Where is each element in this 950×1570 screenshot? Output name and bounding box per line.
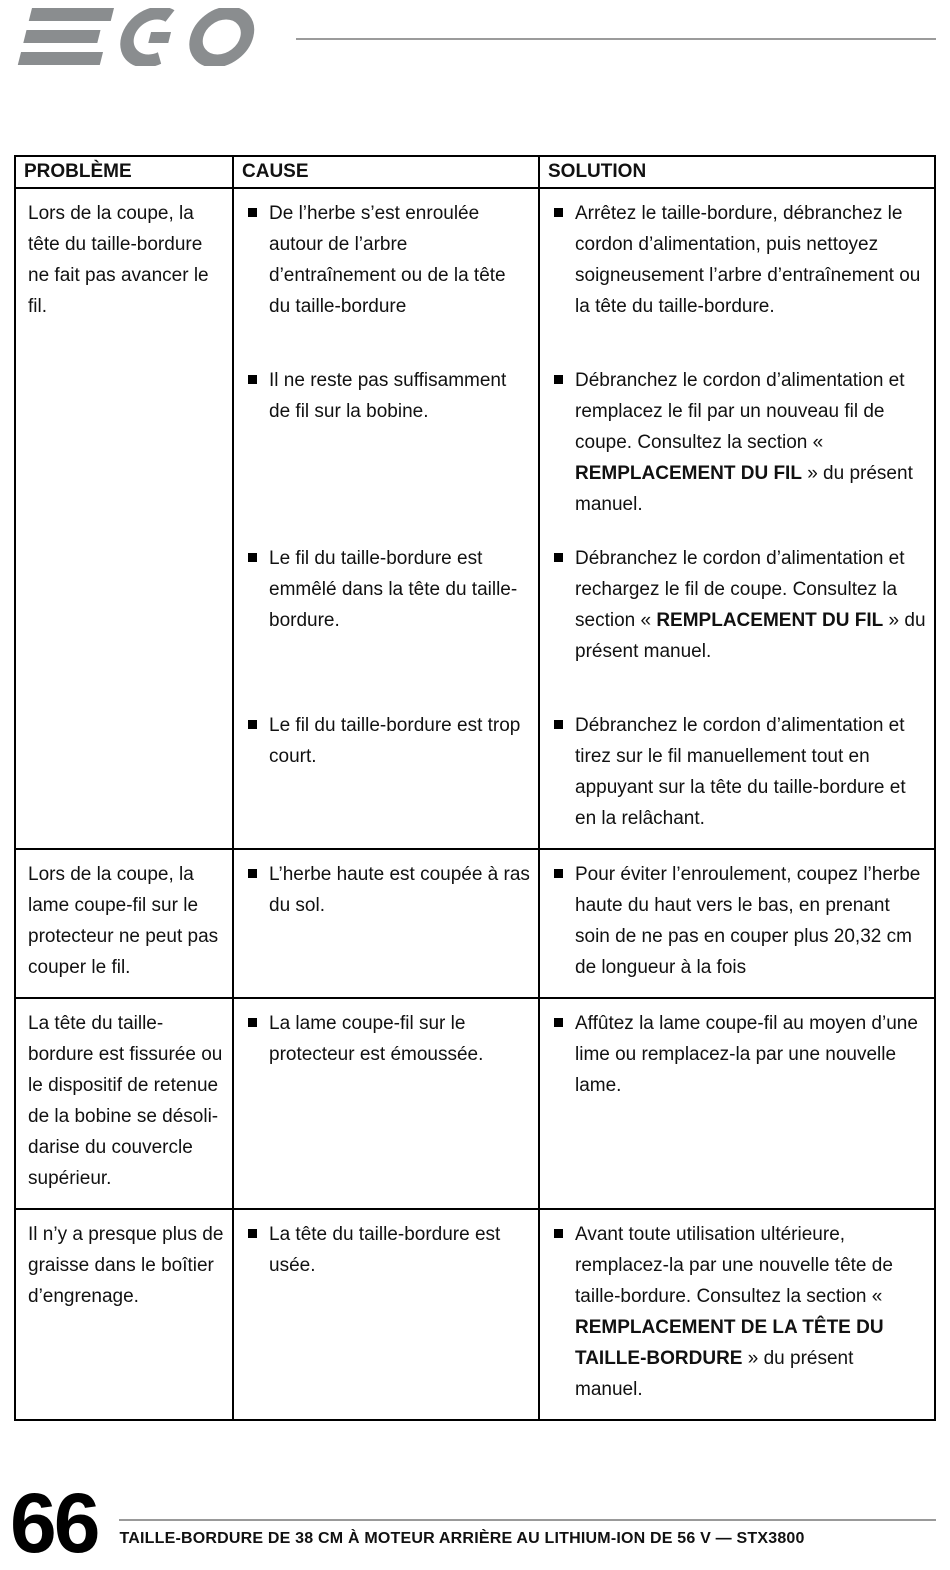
- table-row: [15, 849, 935, 998]
- solution-text: Débranchez le cordon d’alimentation et tirez sur le fil manuellement tout en appuyant sur la tête du taille-bordure et en la relâchant.: [575, 715, 906, 829]
- table-row: [15, 188, 935, 356]
- cause-cell: [233, 356, 539, 534]
- solution-text: Avant toute utilisation ultérieure, remplacez-la par une nouvelle tête de taille-bordure. Consultez la section « REMPLACEMENT DE LA TÊTE DU TAILLE-BORDURE » du présent manuel.: [575, 1224, 893, 1400]
- ego-logo: [10, 8, 262, 71]
- solution-text: Affûtez la lame coupe-fil au moyen d’une lime ou remplacez-la par une nouvelle lame.: [575, 1013, 918, 1096]
- table-row: [15, 998, 935, 1209]
- cause-text: Le fil du taille-bordure est trop court.: [269, 715, 521, 767]
- solution-cell: [539, 1209, 935, 1420]
- bullet-square-icon: [554, 375, 563, 384]
- problem-cell: [15, 188, 233, 849]
- solution-item: [552, 710, 926, 834]
- problem-cell: [15, 998, 233, 1209]
- solution-cell: [539, 849, 935, 998]
- solution-item: [552, 198, 926, 342]
- cause-text: L’herbe haute est coupée à ras du sol.: [269, 864, 530, 916]
- troubleshooting-section: [14, 155, 936, 1421]
- cause-text: La tête du taille-bordure est usée.: [269, 1224, 501, 1276]
- solution-item: [552, 543, 926, 687]
- solution-item: [552, 1008, 926, 1101]
- problem-text: La tête du taille-bordure est fissurée ou le dispositif de retenue de la bobine se désoli-darise du couvercle supérieur.: [28, 1013, 223, 1189]
- solution-text: Débranchez le cordon d’alimentation et remplacez le fil par un nouveau fil de coupe. Consultez la section « REMPLACEMENT DU FIL » du présent manuel.: [575, 370, 913, 515]
- cause-text: Il ne reste pas suffisamment de fil sur la bobine.: [269, 370, 507, 422]
- page-header: [0, 0, 950, 71]
- cause-cell: [233, 849, 539, 998]
- bullet-square-icon: [554, 1018, 563, 1027]
- solution-cell: [539, 188, 935, 356]
- column-header-cause: CAUSE: [233, 156, 539, 188]
- solution-cell: [539, 356, 935, 534]
- cause-text: De l’herbe s’est enroulée autour de l’arbre d’entraînement ou de la tête du taille-bordure: [269, 203, 506, 317]
- cause-item: [246, 859, 530, 921]
- cause-cell: [233, 998, 539, 1209]
- cause-cell: [233, 534, 539, 701]
- page-footer: [10, 1475, 936, 1570]
- cause-text: Le fil du taille-bordure est emmêlé dans la tête du taille-bordure.: [269, 548, 518, 631]
- cause-item: [246, 198, 530, 342]
- ego-logo-icon: [10, 8, 262, 66]
- header-divider: [296, 38, 936, 40]
- cause-item: [246, 365, 530, 509]
- solution-cell: [539, 701, 935, 849]
- problem-text: Il n’y a presque plus de graisse dans le boîtier d’engrenage.: [28, 1224, 224, 1307]
- bullet-square-icon: [554, 553, 563, 562]
- cause-cell: [233, 701, 539, 849]
- bullet-square-icon: [248, 208, 257, 217]
- bullet-square-icon: [554, 1229, 563, 1238]
- cause-item: [246, 1219, 530, 1281]
- bullet-square-icon: [248, 553, 257, 562]
- bullet-square-icon: [248, 1018, 257, 1027]
- bullet-square-icon: [248, 869, 257, 878]
- problem-cell: [15, 849, 233, 998]
- problem-cell: [15, 1209, 233, 1420]
- solution-text: Arrêtez le taille-bordure, débranchez le cordon d’alimentation, puis nettoyez soigneusement l’arbre d’entraînement ou la tête du taille-bordure.: [575, 203, 921, 317]
- solution-item: [552, 365, 926, 520]
- table-header-row: [15, 156, 935, 188]
- troubleshooting-table: [14, 155, 936, 1421]
- solution-item: [552, 859, 926, 983]
- solution-text: Débranchez le cordon d’alimentation et rechargez le fil de coupe. Consultez la section « REMPLACEMENT DU FIL » du présent manuel.: [575, 548, 926, 662]
- cause-item: [246, 1008, 530, 1070]
- bullet-square-icon: [554, 869, 563, 878]
- solution-cell: [539, 998, 935, 1209]
- footer-model-text: TAILLE-BORDURE DE 38 CM À MOTEUR ARRIÈRE AU LITHIUM-ION DE 56 V — STX3800: [119, 1529, 805, 1547]
- table-row: [15, 1209, 935, 1420]
- column-header-solution: SOLUTION: [539, 156, 935, 188]
- bullet-square-icon: [248, 375, 257, 384]
- cause-text: La lame coupe-fil sur le protecteur est émoussée.: [269, 1013, 484, 1065]
- column-header-probleme: PROBLÈME: [15, 156, 233, 188]
- page-number: 66: [10, 1475, 98, 1570]
- bullet-square-icon: [248, 720, 257, 729]
- cause-cell: [233, 188, 539, 356]
- problem-text: Lors de la coupe, la lame coupe-fil sur le protecteur ne peut pas couper le fil.: [28, 864, 219, 978]
- bullet-square-icon: [554, 720, 563, 729]
- footer-right: [119, 1519, 936, 1548]
- solution-text: Pour éviter l’enroulement, coupez l’herbe haute du haut vers le bas, en prenant soin de ne pas en couper plus 20,32 cm de longueur à la fois: [575, 864, 921, 978]
- cause-item: [246, 543, 530, 687]
- bullet-square-icon: [554, 208, 563, 217]
- solution-cell: [539, 534, 935, 701]
- cause-cell: [233, 1209, 539, 1420]
- problem-text: Lors de la coupe, la tête du taille-bordure ne fait pas avancer le fil.: [28, 203, 209, 317]
- solution-item: [552, 1219, 926, 1405]
- cause-item: [246, 710, 530, 772]
- bullet-square-icon: [248, 1229, 257, 1238]
